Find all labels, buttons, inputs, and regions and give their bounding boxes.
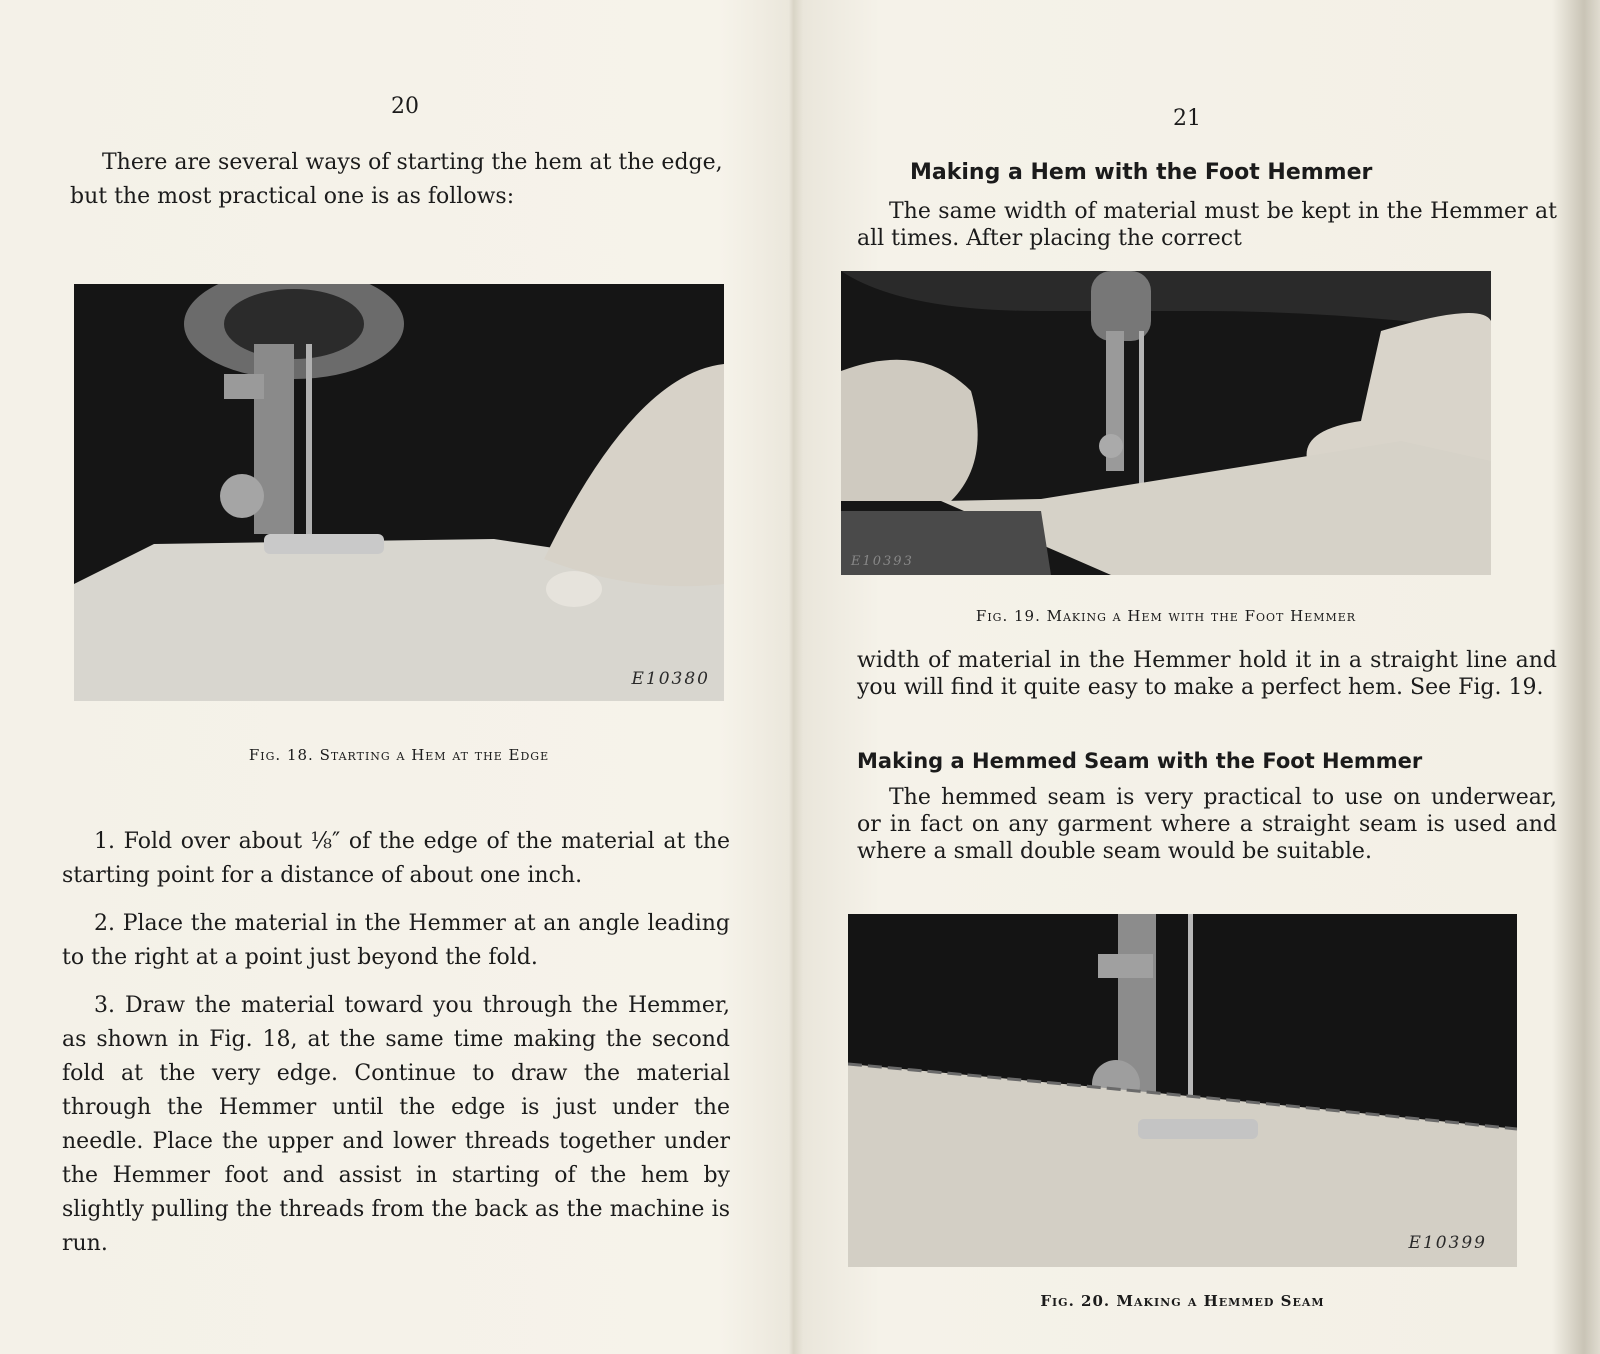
plate-id: E10380 bbox=[631, 669, 710, 689]
hemmed-seam-illustration bbox=[848, 914, 1517, 1267]
page-number: 20 bbox=[391, 94, 419, 119]
figure-19-caption: Fig. 19. Making a Hem with the Foot Hemmer bbox=[975, 607, 1357, 625]
instruction-steps bbox=[62, 825, 730, 1275]
right-page bbox=[795, 0, 1600, 1354]
section-heading-hemmed-seam: Making a Hemmed Seam with the Foot Hemmer bbox=[857, 749, 1423, 773]
plate-id: E10393 bbox=[851, 554, 914, 569]
paragraph-after-fig19: width of material in the Hemmer hold it in a straight line and you will find it quite easy to make a perfect hem. See Fig. 19. bbox=[857, 648, 1557, 700]
step-3: 3. Draw the material toward you through the Hemmer, as shown in Fig. 18, at the same time making the second fold at the very edge. Continue to draw the material through the Hemmer until the edge is just under the needle. Place the upper and lower threads together under the Hemmer foot and assist in starting of the hem by slightly pulling the threads from the back as the machine is run. bbox=[62, 993, 730, 1256]
figure-20-caption: Fig. 20. Making a Hemmed Seam bbox=[1040, 1292, 1325, 1310]
page-number: 21 bbox=[1173, 106, 1201, 131]
paragraph-before-fig19: The same width of material must be kept in the Hemmer at all times. After placing the correct bbox=[857, 199, 1557, 251]
step-1: 1. Fold over about ⅛″ of the edge of the material at the starting point for a distance of about one inch. bbox=[62, 829, 730, 888]
paragraph-hemmed-seam: The hemmed seam is very practical to use on underwear, or in fact on any garment where a straight seam is used and where a small double seam would be suitable. bbox=[857, 785, 1557, 864]
step-2: 2. Place the material in the Hemmer at an angle leading to the right at a point just beyond the fold. bbox=[62, 911, 730, 970]
figure-20-photo bbox=[848, 914, 1517, 1267]
figure-18-photo bbox=[74, 284, 724, 701]
intro-paragraph: There are several ways of starting the hem at the edge, but the most practical one is as follows: bbox=[70, 150, 723, 209]
figure-18-caption: Fig. 18. Starting a Hem at the Edge bbox=[248, 746, 550, 764]
hemmer-illustration bbox=[841, 271, 1491, 575]
sewing-machine-illustration bbox=[74, 284, 724, 701]
section-heading-hem: Making a Hem with the Foot Hemmer bbox=[910, 160, 1373, 185]
plate-id: E10399 bbox=[1408, 1233, 1487, 1253]
figure-19-photo bbox=[841, 271, 1491, 575]
left-page bbox=[0, 0, 790, 1354]
